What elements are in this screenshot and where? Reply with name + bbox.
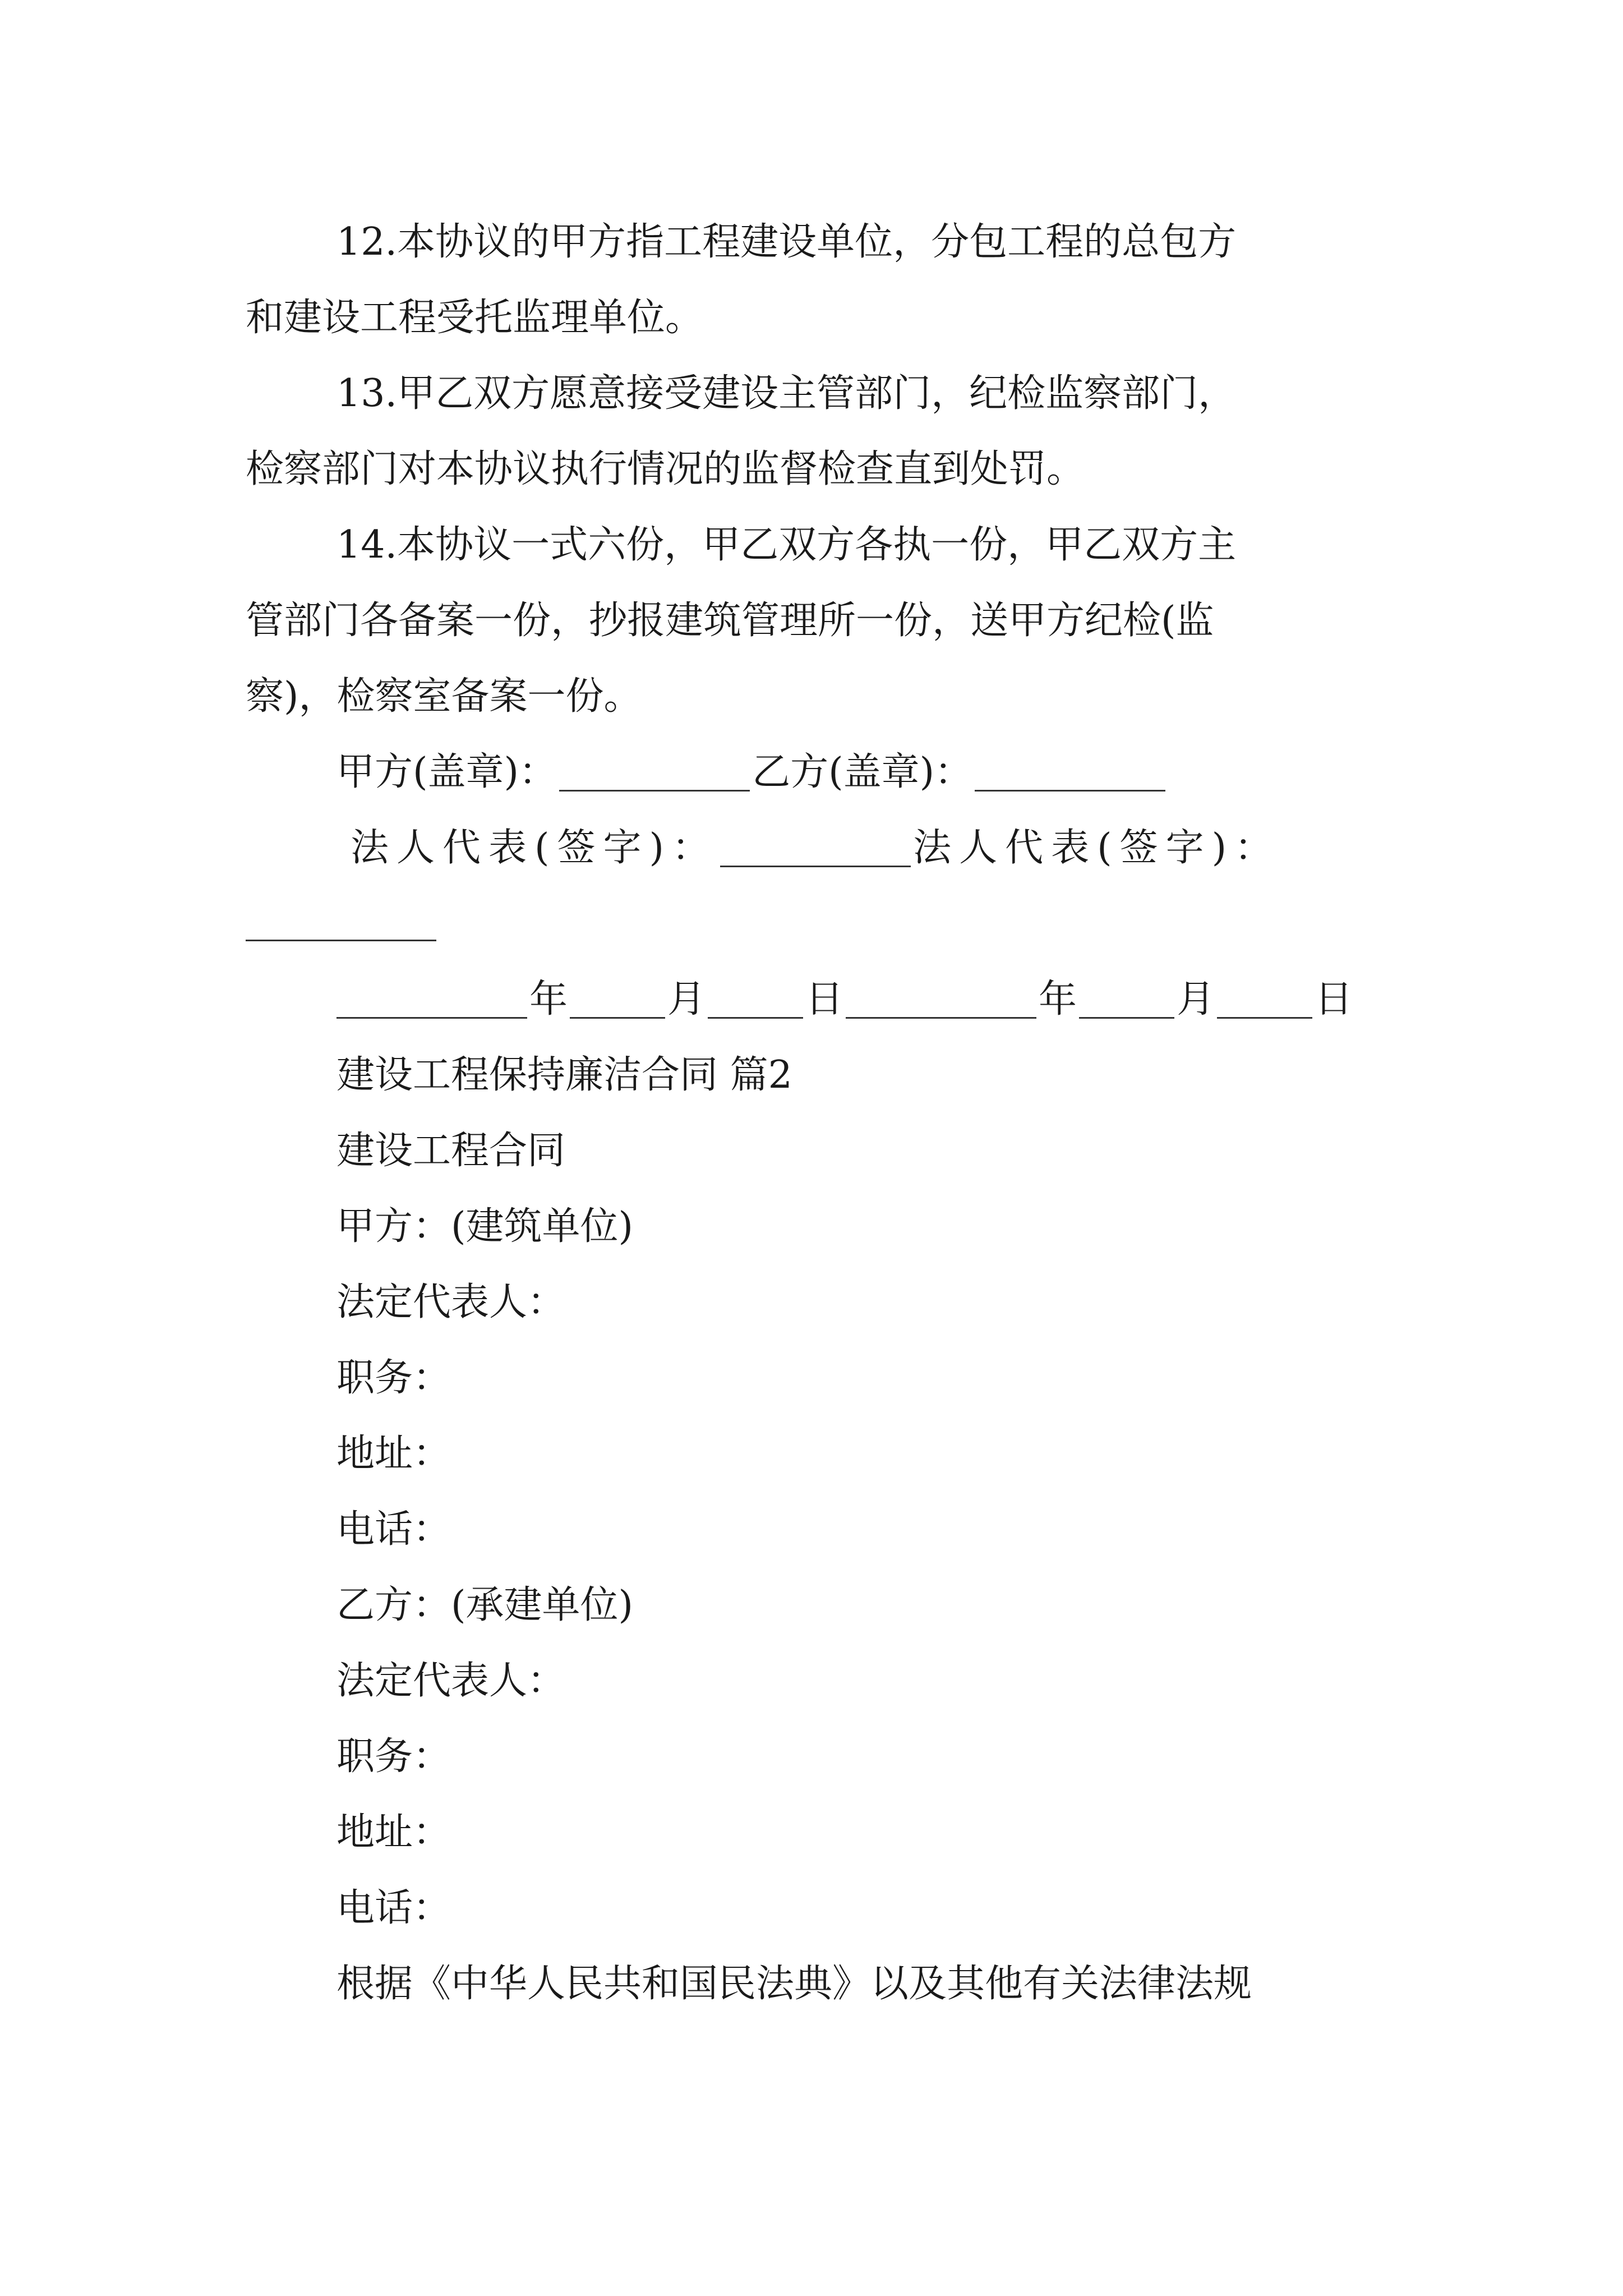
- party-a-seal-label: 甲方(盖章)：: [336, 750, 557, 794]
- party-a-address-line: [336, 1432, 451, 1476]
- clause-12-line-2: [246, 296, 704, 340]
- clause-14-line-1: [336, 523, 1237, 567]
- legal-rep-b-blank-line: [246, 903, 439, 941]
- section2-heading: [336, 1053, 792, 1097]
- text: 法定代表人：: [336, 1280, 566, 1324]
- text: 职务：: [336, 1356, 451, 1400]
- date-line: [336, 977, 1353, 1022]
- text: 根据《中华人民共和国民法典》以及其他有关法律法规: [336, 1962, 1252, 2006]
- day-a-label: 日: [805, 977, 844, 1022]
- text: 建设工程保持廉洁合同 篇2: [336, 1053, 792, 1097]
- year-b-label: 年: [1039, 977, 1077, 1022]
- party-b-line: [336, 1583, 634, 1627]
- day-b-blank: [1217, 984, 1312, 1019]
- text: 乙方：(承建单位): [336, 1583, 634, 1627]
- clause-13-line-2: [246, 447, 1085, 491]
- text: 职务：: [336, 1734, 451, 1779]
- party-a-position-line: [336, 1356, 451, 1400]
- text: 法定代表人：: [336, 1659, 566, 1703]
- text: 电话：: [336, 1886, 451, 1930]
- text: 12.本协议的甲方指工程建设单位，分包工程的总包方: [336, 220, 1237, 264]
- clause-14-line-2: [246, 599, 1214, 643]
- section2-title: [336, 1129, 566, 1173]
- legal-rep-a-label: 法人代表(签字)：: [351, 826, 718, 870]
- seal-line: [336, 750, 1168, 794]
- text: 管部门各备案一份，抄报建筑管理所一份，送甲方纪检(监: [246, 599, 1214, 643]
- clause-13-line-1: [336, 371, 1237, 416]
- text: 检察部门对本协议执行情况的监督检查直到处罚。: [246, 447, 1085, 491]
- text: 电话：: [336, 1507, 451, 1552]
- month-b-label: 月: [1177, 977, 1215, 1022]
- legal-rep-b-blank: [246, 907, 436, 941]
- party-a-line: [336, 1204, 634, 1249]
- text: 察)，检察室备案一份。: [246, 674, 642, 719]
- text: 地址：: [336, 1432, 451, 1476]
- day-a-blank: [708, 984, 803, 1019]
- legal-rep-a-blank: [720, 833, 911, 867]
- text: 14.本协议一式六份，甲乙双方各执一份，甲乙双方主: [336, 523, 1237, 567]
- party-b-position-line: [336, 1734, 451, 1779]
- clause-12-line-1: [336, 220, 1237, 264]
- legal-rep-line: [351, 826, 1281, 870]
- year-b-blank: [846, 984, 1036, 1019]
- party-b-seal-label: 乙方(盖章)：: [752, 750, 973, 794]
- party-b-rep-line: [336, 1659, 566, 1703]
- text: 甲方：(建筑单位): [336, 1204, 634, 1249]
- party-b-phone-line: [336, 1886, 451, 1930]
- text: 建设工程合同: [336, 1129, 566, 1173]
- year-a-blank: [336, 984, 527, 1019]
- text: 地址：: [336, 1810, 451, 1855]
- month-b-blank: [1079, 984, 1174, 1019]
- year-a-label: 年: [529, 977, 568, 1022]
- clause-14-line-3: [246, 674, 642, 719]
- party-a-seal-blank: [559, 757, 750, 792]
- month-a-blank: [570, 984, 665, 1019]
- text: 13.甲乙双方愿意接受建设主管部门，纪检监察部门，: [336, 371, 1237, 416]
- day-b-label: 日: [1315, 977, 1353, 1022]
- party-a-phone-line: [336, 1507, 451, 1552]
- legal-rep-b-label: 法人代表(签字)：: [913, 826, 1281, 870]
- party-b-seal-blank: [975, 757, 1165, 792]
- text: 和建设工程受托监理单位。: [246, 296, 704, 340]
- month-a-label: 月: [667, 977, 706, 1022]
- party-b-address-line: [336, 1810, 451, 1855]
- basis-line: [336, 1962, 1252, 2006]
- party-a-rep-line: [336, 1280, 566, 1324]
